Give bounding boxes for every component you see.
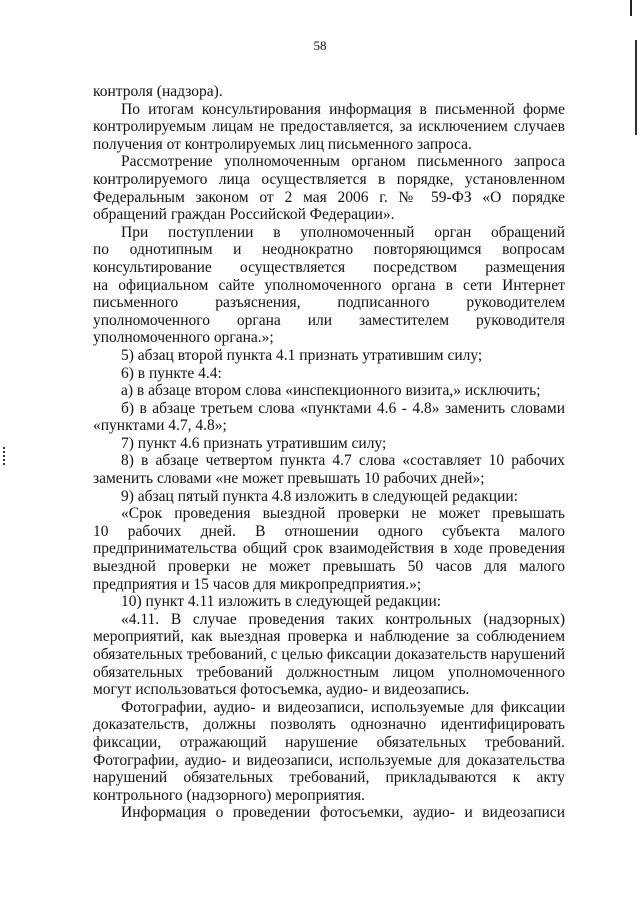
text-line: 5) абзац второй пункта 4.1 признать утратившим силу; bbox=[121, 346, 483, 364]
text-line: уполномоченного органа или заместителем руководителя bbox=[93, 311, 565, 329]
text-line: заменить словами «не может превышать 10 рабочих дней»; bbox=[93, 470, 485, 488]
scan-edge-line bbox=[635, 40, 637, 135]
text-line: мероприятий, как выездная проверка и наблюдение за соблюдением bbox=[93, 628, 565, 646]
text-line: контроля (надзора). bbox=[93, 83, 223, 100]
text-line: Информация о проведении фотосъемки, аудио- и видеозаписи bbox=[121, 804, 565, 822]
text-line: предпринимательства общий срок взаимодействия в ходе проведения bbox=[93, 540, 565, 558]
text-line: могут использоваться фотосъемка, аудио- и видеозапись. bbox=[93, 681, 470, 699]
text-line: контрольного (надзорного) мероприятия. bbox=[93, 786, 365, 804]
scan-margin-marks bbox=[3, 447, 5, 467]
text-line: 10 рабочих дней. В отношении одного субъекта малого bbox=[93, 522, 565, 540]
text-line: получения от контролируемых лиц письменного запроса. bbox=[93, 135, 472, 153]
scan-edge-mark bbox=[630, 0, 632, 16]
text-line: уполномоченного органа.»; bbox=[93, 329, 274, 347]
text-line: нарушений обязательных требований, прикладываются к акту bbox=[93, 769, 565, 787]
text-line: «4.11. В случае проведения таких контрольных (надзорных) bbox=[121, 610, 565, 628]
page-number: 58 bbox=[313, 38, 327, 53]
text-line: 6) в пункте 4.4: bbox=[121, 364, 222, 382]
text-line: 7) пункт 4.6 признать утратившим силу; bbox=[121, 434, 387, 452]
text-line: б) в абзаце третьем слова «пунктами 4.6 - 4.8» заменить словами bbox=[121, 399, 565, 417]
text-line: на официальном сайте уполномоченного органа в сети Интернет bbox=[93, 276, 565, 294]
text-line: При поступлении в уполномоченный орган обращений bbox=[121, 223, 565, 241]
text-line: «пунктами 4.7, 4.8»; bbox=[93, 417, 227, 435]
text-line: консультирование осуществляется посредством размещения bbox=[93, 258, 565, 276]
text-line: Федеральным законом от 2 мая 2006 г. № 59-ФЗ «О порядке bbox=[93, 188, 565, 206]
document-body bbox=[93, 83, 565, 822]
text-line: доказательств, должны позволять однозначно идентифицировать bbox=[93, 716, 565, 734]
text-line: контролируемого лица осуществляется в порядке, установленном bbox=[93, 170, 565, 188]
text-line: по однотипным и неоднократно повторяющимся вопросам bbox=[93, 241, 565, 259]
text-line: 10) пункт 4.11 изложить в следующей редакции: bbox=[121, 593, 442, 611]
text-line: обращений граждан Российской Федерации». bbox=[93, 206, 395, 224]
text-line: Фотографии, аудио- и видеозаписи, используемые для фиксации bbox=[121, 698, 565, 716]
text-line: Фотографии, аудио- и видеозаписи, используемые для доказательства bbox=[93, 751, 565, 769]
text-line: «Срок проведения выездной проверки не может превышать bbox=[121, 505, 565, 523]
text-line: 8) в абзаце четвертом пункта 4.7 слова «составляет 10 рабочих bbox=[121, 452, 565, 470]
text-line: Рассмотрение уполномоченным органом письменного запроса bbox=[121, 153, 565, 171]
text-line: выездной проверки не может превышать 50 часов для малого bbox=[93, 558, 565, 576]
text-line: 9) абзац пятый пункта 4.8 изложить в следующей редакции: bbox=[121, 487, 518, 505]
text-line: обязательных требований, с целью фиксации доказательств нарушений bbox=[93, 646, 565, 663]
text-line: обязательных требований должностным лицом уполномоченного bbox=[93, 663, 565, 681]
text-line: а) в абзаце втором слова «инспекционного визита,» исключить; bbox=[121, 382, 541, 400]
text-line: контролируемым лицам не предоставляется, за исключением случаев bbox=[93, 118, 565, 136]
text-line: По итогам консультирования информация в письменной форме bbox=[121, 100, 565, 118]
text-line: предприятия и 15 часов для микропредприятия.»; bbox=[93, 575, 422, 593]
text-line: фиксации, отражающий нарушение обязательных требований. bbox=[93, 733, 565, 751]
text-line: письменного разъяснения, подписанного руководителем bbox=[93, 294, 565, 312]
